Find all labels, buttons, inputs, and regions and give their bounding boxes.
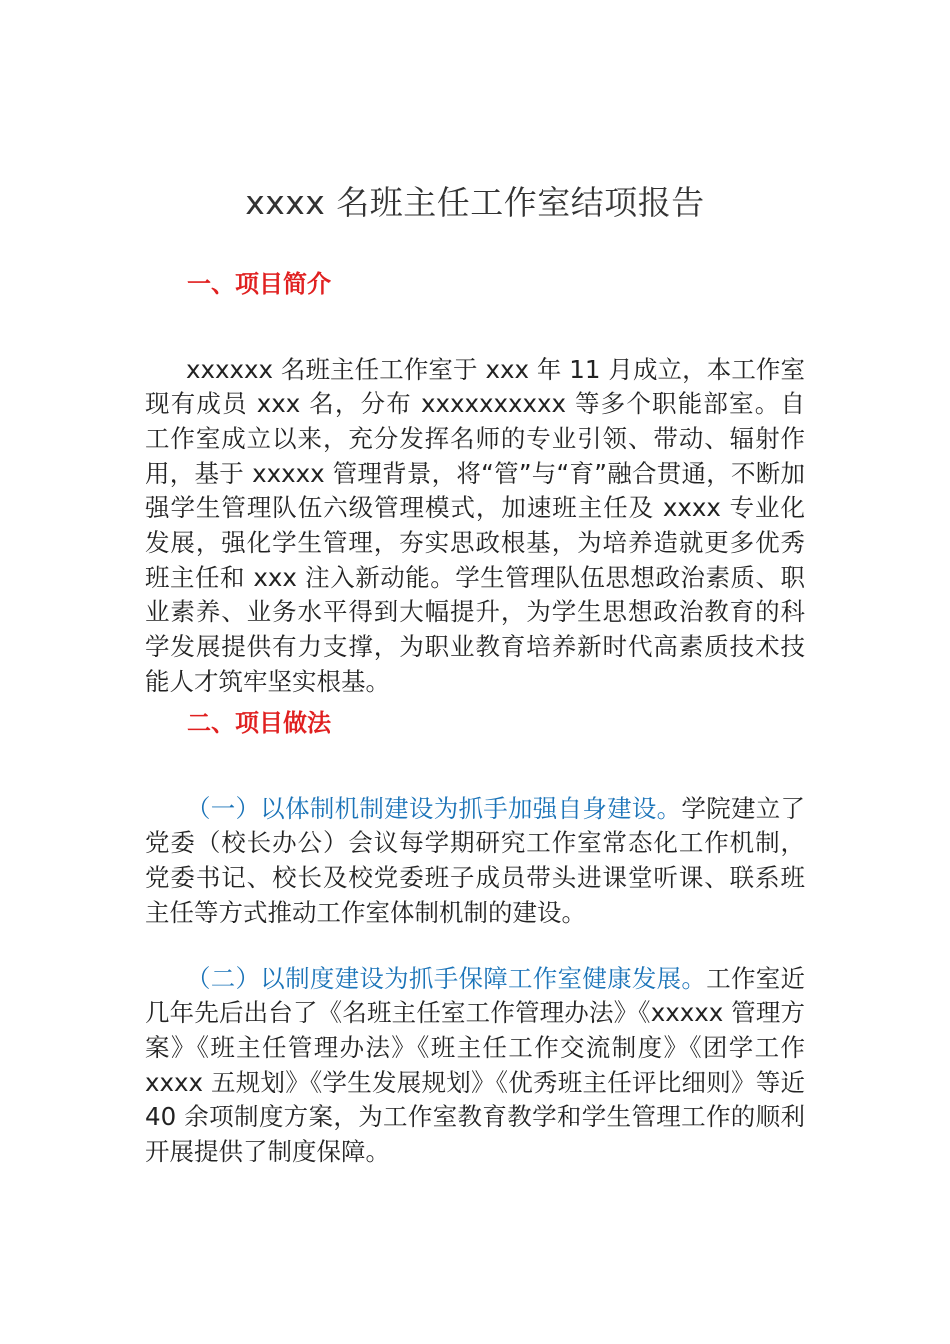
- section-heading-intro: 一、项目简介: [187, 270, 331, 298]
- methods-paragraph-2: [145, 962, 805, 1170]
- methods-paragraph-1-text: 学院建立了党委（校长办公）会议每学期研究工作室常态化工作机制，党委书记、校长及校党委班子成员带头进课堂听课、联系班主任等方式推动工作室体制机制的建设。: [145, 793, 806, 927]
- methods-paragraph-2-text: 工作室近几年先后出台了《名班主任室工作管理办法》《xxxxx 管理方案》《班主任管理办法》《班主任工作交流制度》《团学工作 xxxx 五规划》《学生发展规划》《优秀班主任评比细则》等近 40 余项制度方案，为工作室教育教学和学生管理工作的顺利开展提供了制度保障。: [145, 963, 805, 1167]
- intro-paragraph: [145, 353, 805, 700]
- methods-paragraph-2-lead: （二）以制度建设为抓手保障工作室健康发展。: [186, 963, 707, 993]
- methods-paragraph-1-lead: （一）以体制机制建设为抓手加强自身建设。: [186, 793, 682, 823]
- methods-paragraph-1: [145, 792, 805, 931]
- document-title: xxxx 名班主任工作室结项报告: [245, 183, 705, 222]
- intro-paragraph-text: xxxxxx 名班主任工作室于 xxx 年 11 月成立，本工作室现有成员 xxx 名，分布 xxxxxxxxxx 等多个职能部室。自工作室成立以来，充分发挥名师的专业引领、带动、辐射作用，基于 xxxxx 管理背景，将“管”与“育”融合贯通，不断加强学生管理队伍六级管理模式，加速班主任及 xxxx 专业化发展，强化学生管理，夯实思政根基，为培养造就更多优秀班主任和 xxx 注入新动能。学生管理队伍思想政治素质、职业素养、业务水平得到大幅提升，为学生思想政治教育的科学发展提供有力支撑，为职业教育培养新时代高素质技术技能人才筑牢坚实根基。: [145, 354, 805, 696]
- section-heading-methods: 二、项目做法: [187, 709, 331, 737]
